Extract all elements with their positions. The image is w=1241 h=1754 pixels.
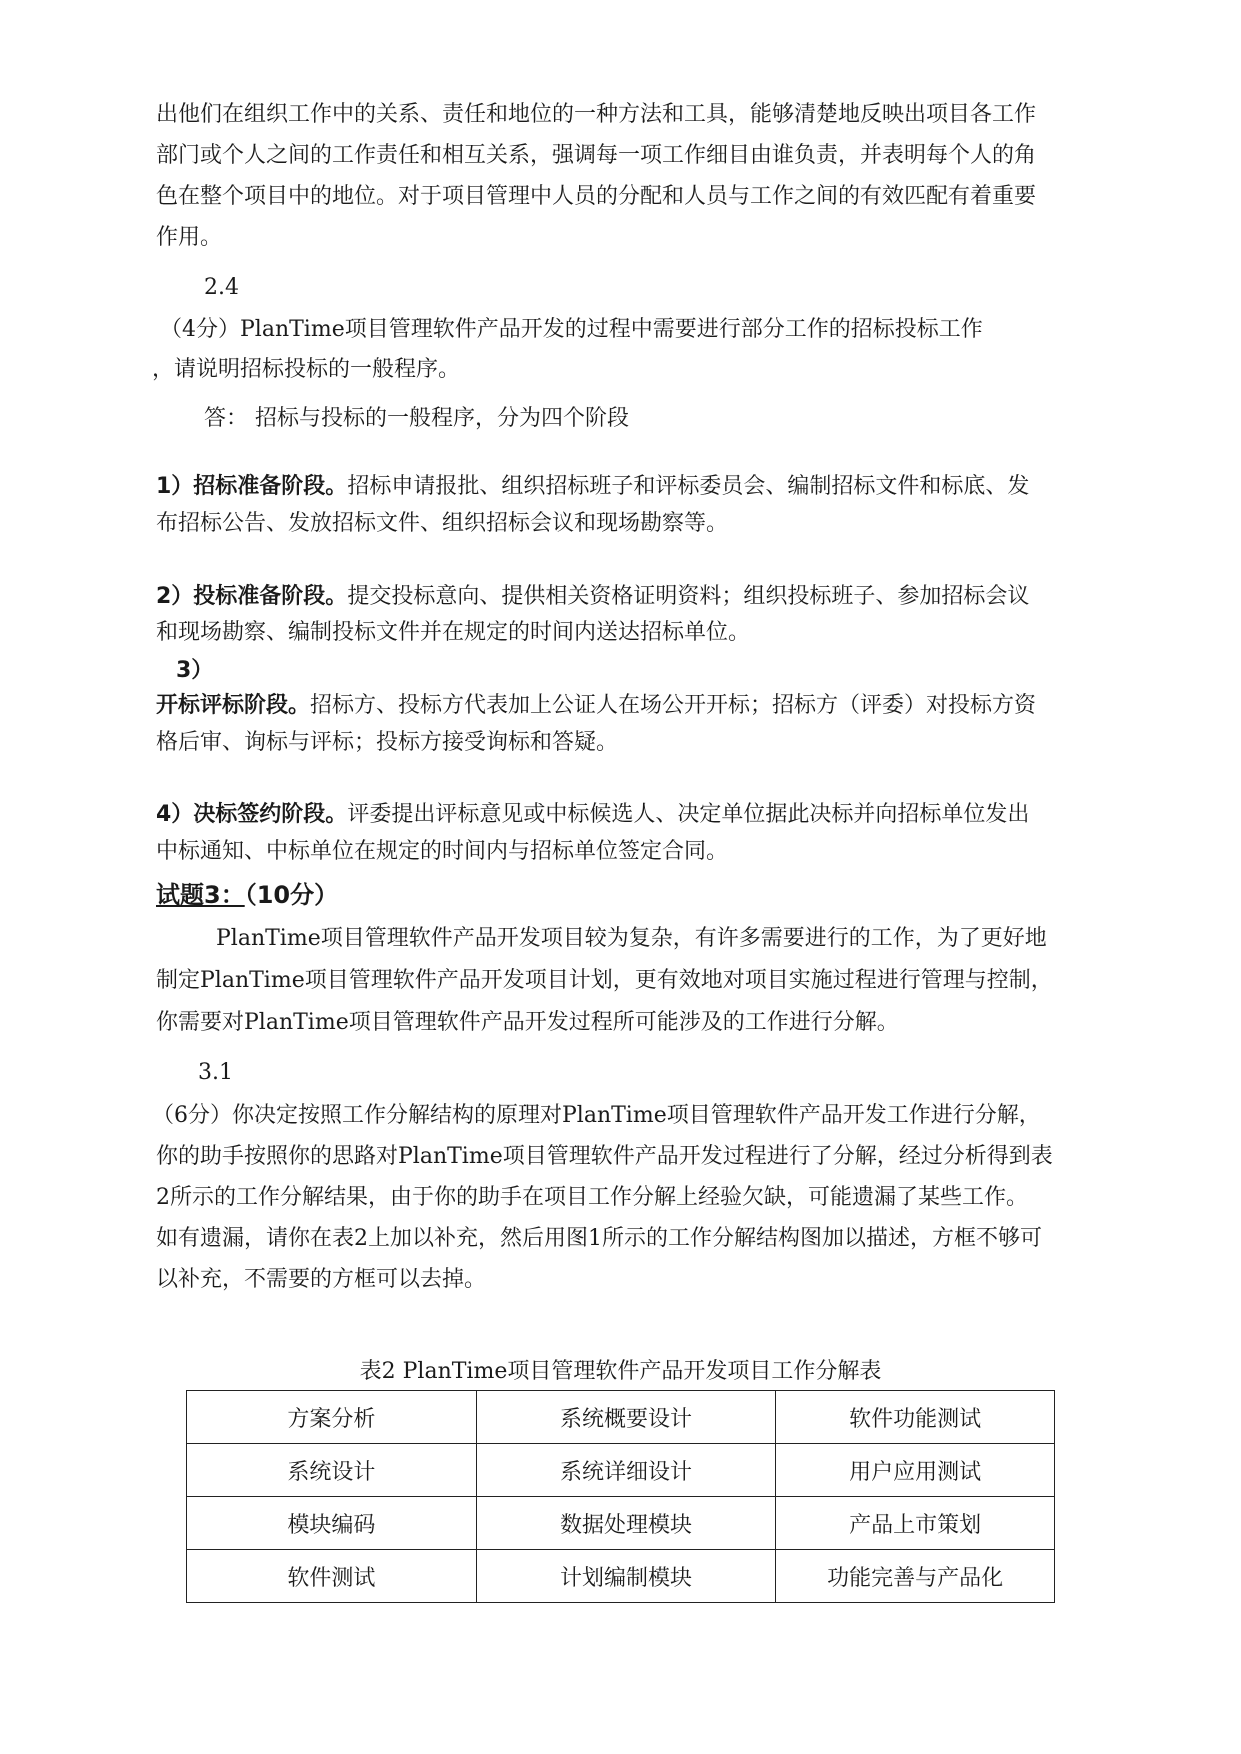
table-cell: 数据处理模块 [476, 1497, 776, 1550]
stage-text: 中标通知、中标单位在规定的时间内与招标单位签定合同。 [156, 839, 729, 864]
stage-title: 1）招标准备阶段。 [156, 474, 348, 499]
question-text: 如有遗漏，请你在表2上加以补充，然后用图1所示的工作分解结构图加以描述，方框不够可 [156, 1226, 1042, 1251]
stage-title: 开标评标阶段。 [156, 693, 311, 718]
stage-text: 格后审、询标与评标；投标方接受询标和答疑。 [156, 730, 619, 755]
question-text: （6分）你决定按照工作分解结构的原理对PlanTime项目管理软件产品开发工作进行分解， [152, 1103, 1041, 1128]
stage-text: 布招标公告、发放招标文件、组织招标会议和现场勘察等。 [156, 511, 729, 536]
table-row [187, 1444, 1055, 1497]
stage-title: 4）决标签约阶段。 [156, 802, 348, 827]
table-caption: 表2 PlanTime项目管理软件产品开发项目工作分解表 [359, 1359, 882, 1384]
question-paragraph: PlanTime项目管理软件产品开发项目较为复杂，有许多需要进行的工作，为了更好地 [216, 926, 1047, 951]
intro-line: 色在整个项目中的地位。对于项目管理中人员的分配和人员与工作之间的有效匹配有着重要 [156, 184, 1037, 209]
table-cell: 系统概要设计 [476, 1391, 776, 1444]
question-title: 试题3： [156, 881, 245, 909]
question-text: （4分）PlanTime项目管理软件产品开发的过程中需要进行部分工作的招标投标工作 [160, 317, 983, 342]
wbs-table [186, 1390, 1055, 1603]
stage-2 [156, 582, 1029, 612]
intro-line: 部门或个人之间的工作责任和相互关系，强调每一项工作细目由谁负责，并表明每个人的角 [156, 143, 1037, 168]
question-3-heading [156, 878, 338, 912]
table-cell: 产品上市策划 [776, 1497, 1055, 1550]
intro-line: 作用。 [156, 225, 223, 250]
question-text: 2所示的工作分解结果，由于你的助手在项目工作分解上经验欠缺，可能遗漏了某些工作。 [156, 1185, 1029, 1210]
stage-text: 提交投标意向、提供相关资格证明资料；组织投标班子、参加招标会议 [347, 584, 1030, 609]
stage-3 [156, 691, 1036, 721]
question-paragraph: 你需要对PlanTime项目管理软件产品开发过程所可能涉及的工作进行分解。 [156, 1010, 899, 1035]
answer-intro: 答： 招标与投标的一般程序，分为四个阶段 [204, 406, 629, 431]
table-row [187, 1550, 1055, 1603]
table-cell: 用户应用测试 [776, 1444, 1055, 1497]
stage-number: 3） [176, 658, 214, 683]
table-cell: 软件功能测试 [776, 1391, 1055, 1444]
question-text: 你的助手按照你的思路对PlanTime项目管理软件产品开发过程进行了分解，经过分析得到表 [156, 1144, 1053, 1169]
table-cell: 方案分析 [187, 1391, 477, 1444]
intro-line: 出他们在组织工作中的关系、责任和地位的一种方法和工具，能够清楚地反映出项目各工作 [156, 102, 1037, 127]
stage-text: 评委提出评标意见或中标候选人、决定单位据此决标并向招标单位发出 [347, 802, 1030, 827]
stage-text: 招标申请报批、组织招标班子和评标委员会、编制招标文件和标底、发 [347, 474, 1030, 499]
table-row [187, 1391, 1055, 1444]
question-paragraph: 制定PlanTime项目管理软件产品开发项目计划，更有效地对项目实施过程进行管理与控制， [156, 968, 1053, 993]
stage-text: 和现场勘察、编制投标文件并在规定的时间内送达招标单位。 [156, 620, 751, 645]
stage-4 [156, 800, 1029, 830]
table-cell: 模块编码 [187, 1497, 477, 1550]
table-cell: 系统详细设计 [476, 1444, 776, 1497]
stage-title: 2）投标准备阶段。 [156, 584, 348, 609]
stage-text: 招标方、投标方代表加上公证人在场公开开标；招标方（评委）对投标方资 [310, 693, 1037, 718]
question-number: 3.1 [198, 1060, 233, 1085]
stage-1 [156, 472, 1029, 502]
question-points: （10分） [244, 881, 339, 909]
question-text: 以补充，不需要的方框可以去掉。 [156, 1267, 487, 1292]
table-cell: 计划编制模块 [476, 1550, 776, 1603]
table-row [187, 1497, 1055, 1550]
table-cell: 软件测试 [187, 1550, 477, 1603]
question-text: ，请说明招标投标的一般程序。 [152, 357, 461, 382]
table-cell: 功能完善与产品化 [776, 1550, 1055, 1603]
table-cell: 系统设计 [187, 1444, 477, 1497]
question-number: 2.4 [204, 275, 239, 300]
